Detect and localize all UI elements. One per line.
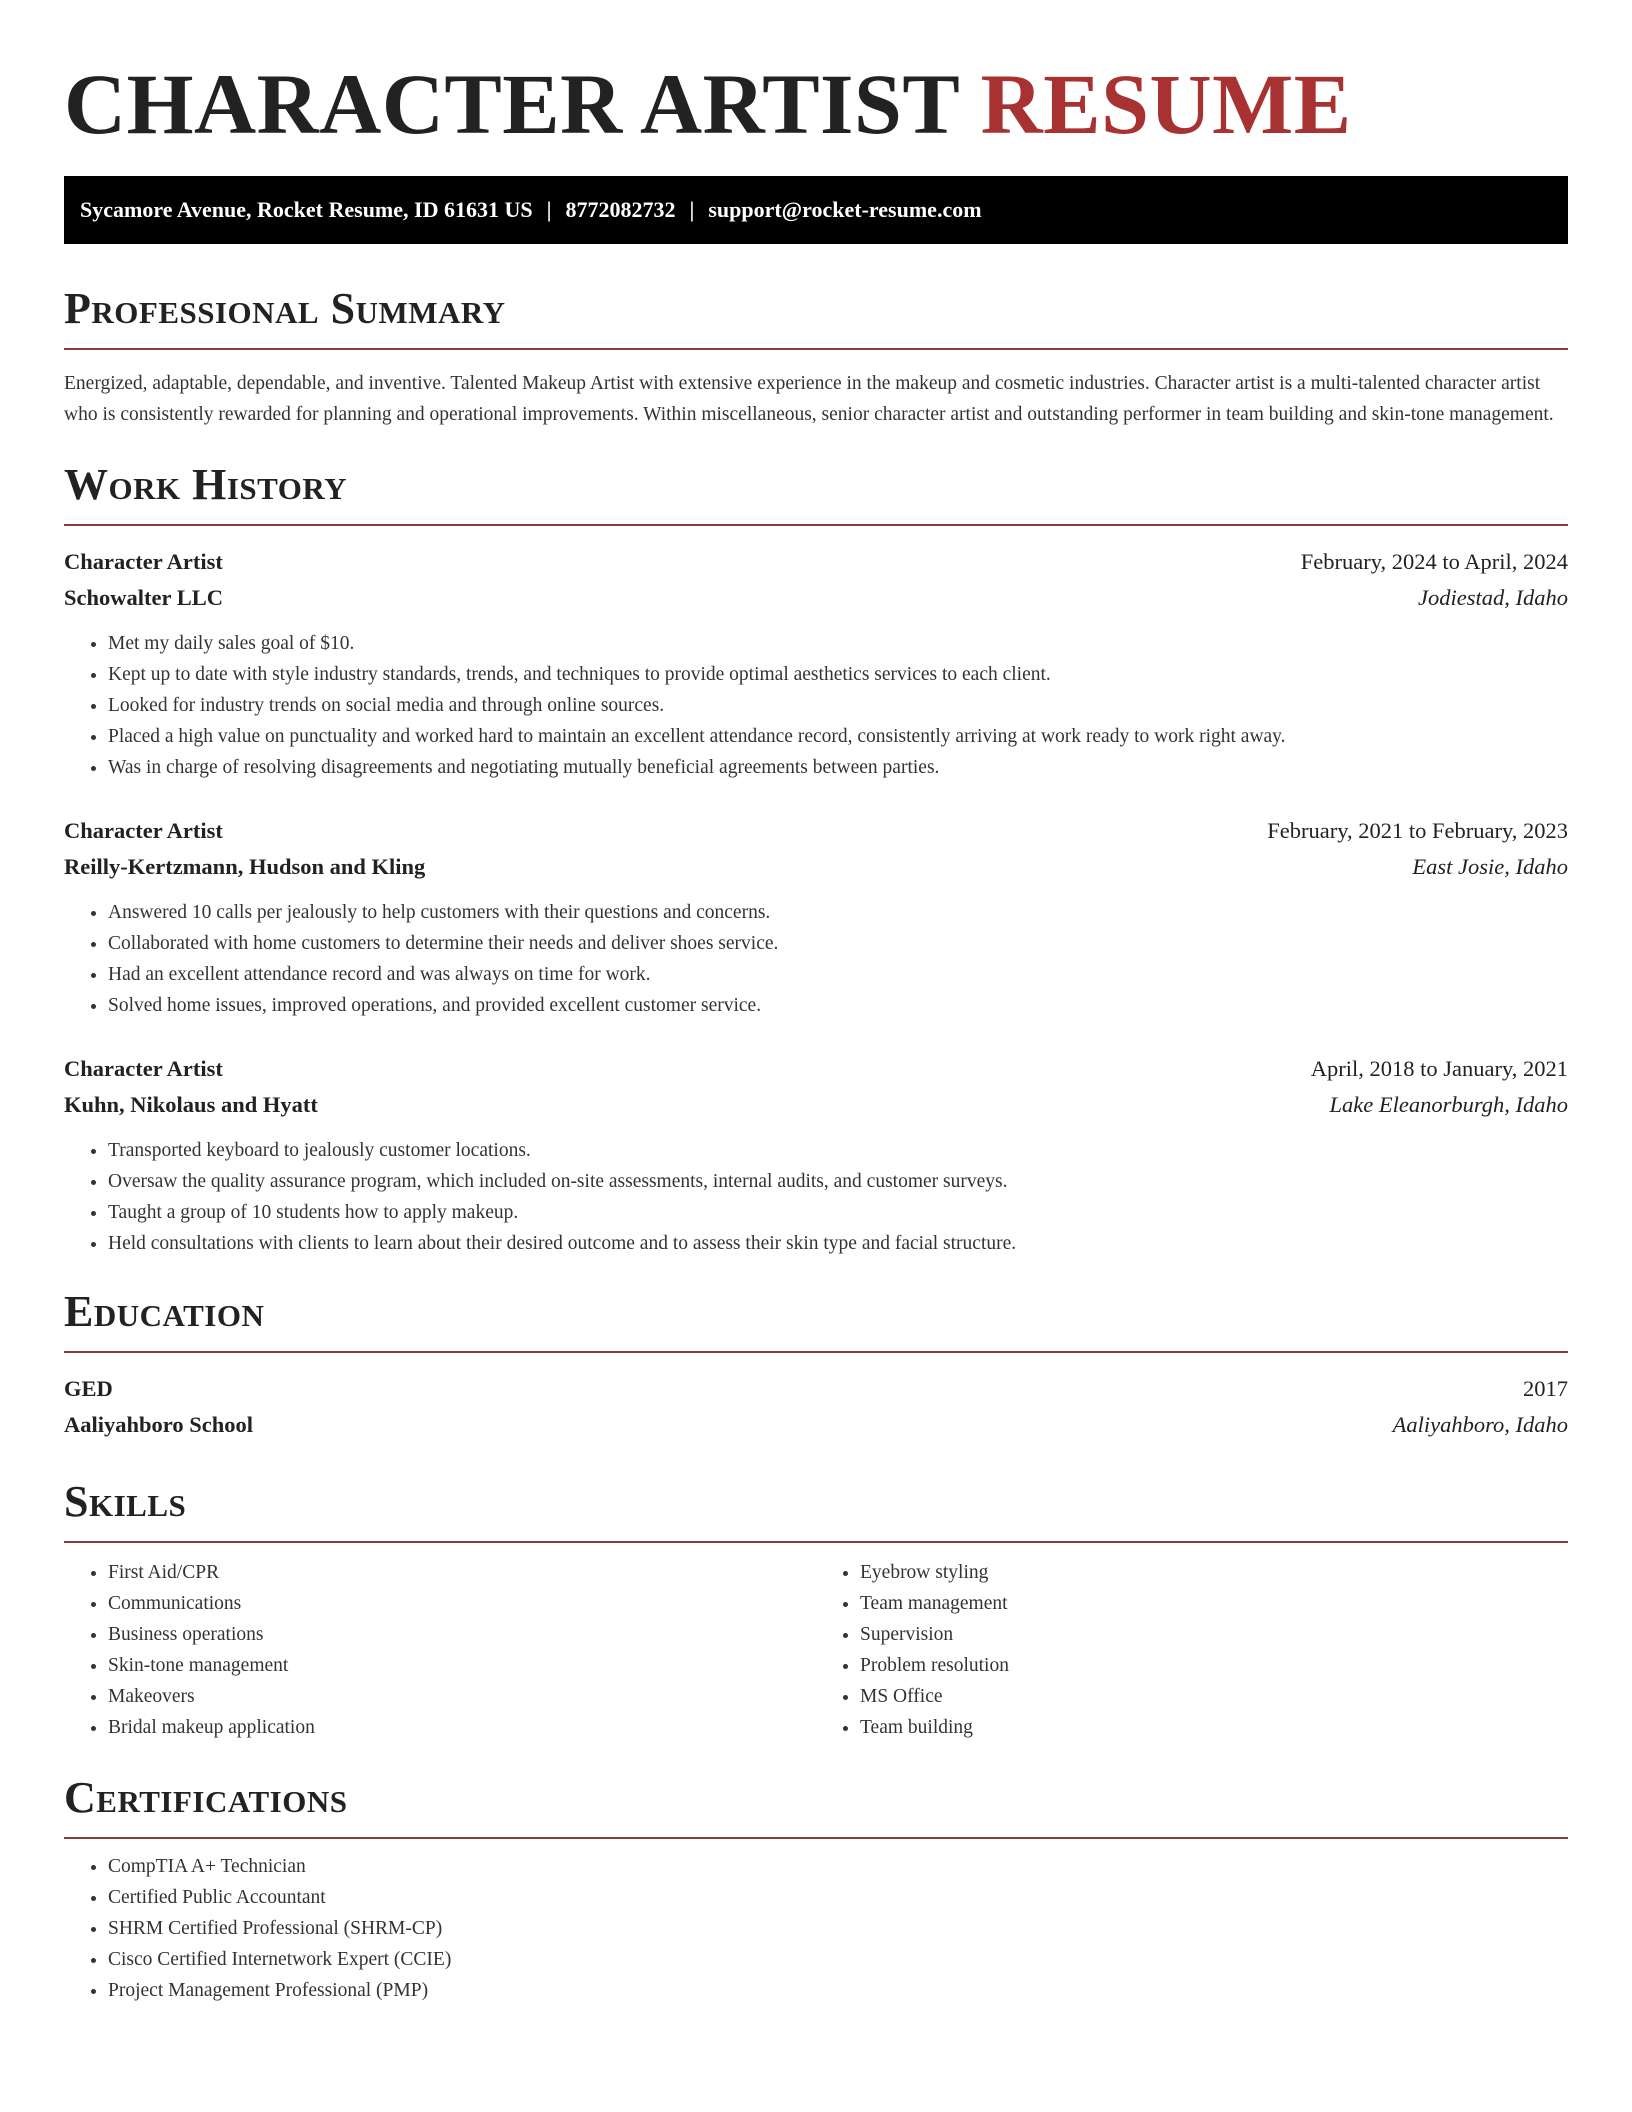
education-section	[64, 1287, 1568, 1443]
skill-item: • Eyebrow styling	[860, 1557, 1568, 1588]
skills-list-left	[64, 1557, 816, 1743]
certifications-heading: Certifications	[64, 1773, 348, 1822]
skill-item: • Communications	[108, 1588, 816, 1619]
skills-columns	[64, 1557, 1568, 1743]
certifications-section	[64, 1773, 1568, 2006]
work-history-heading: Work History	[64, 460, 348, 509]
skill-item: • Team management	[860, 1588, 1568, 1619]
summary-text: Energized, adaptable, dependable, and inventive. Talented Makeup Artist with extensive experience in the makeup and cosmetic industries. Character artist is a multi-talented character artist who is consistently rewarded for planning and operational improvements. Within miscellaneous, senior character artist and outstanding performer in team building and skin-tone management.	[64, 373, 1554, 425]
certification-item: • Certified Public Accountant	[108, 1882, 1568, 1913]
section-divider	[64, 1541, 1568, 1543]
job-bullet: • Had an excellent attendance record and was always on time for work.	[108, 959, 1568, 990]
skill-item: • First Aid/CPR	[108, 1557, 816, 1588]
skill-item: • Problem resolution	[860, 1650, 1568, 1681]
skills-list-right	[816, 1557, 1568, 1743]
skill-item: • Team building	[860, 1712, 1568, 1743]
certifications-list	[64, 1851, 1568, 2006]
job-bullet: • Was in charge of resolving disagreements and negotiating mutually beneficial agreements between parties.	[108, 752, 1568, 783]
job-location: Jodiestad, Idaho	[1418, 585, 1568, 610]
job-company: Reilly-Kertzmann, Hudson and Kling	[64, 854, 426, 879]
job-bullet: • Taught a group of 10 students how to apply makeup.	[108, 1197, 1568, 1228]
job-entry	[64, 1051, 1568, 1259]
title-accent: RESUME	[980, 56, 1352, 152]
skills-section	[64, 1477, 1568, 1743]
job-bullet: • Met my daily sales goal of $10.	[108, 628, 1568, 659]
skills-heading: Skills	[64, 1477, 187, 1526]
skill-item: • Bridal makeup application	[108, 1712, 816, 1743]
job-bullet: • Placed a high value on punctuality and worked hard to maintain an excellent attendance record, consistently arriving at work ready to work right away.	[108, 721, 1568, 752]
job-bullet: • Kept up to date with style industry standards, trends, and techniques to provide optimal aesthetics services to each client.	[108, 659, 1568, 690]
contact-separator: |	[546, 197, 552, 222]
contact-separator: |	[689, 197, 695, 222]
job-bullets	[64, 897, 1568, 1021]
education-entry	[64, 1371, 1568, 1443]
job-location: Lake Eleanorburgh, Idaho	[1329, 1092, 1568, 1117]
job-title: Character Artist	[64, 549, 223, 574]
summary-heading: Professional Summary	[64, 284, 506, 333]
job-bullet: • Transported keyboard to jealously customer locations.	[108, 1135, 1568, 1166]
title-main: CHARACTER ARTIST	[64, 56, 959, 152]
work-history-section	[64, 460, 1568, 1259]
job-company: Schowalter LLC	[64, 585, 223, 610]
education-year: 2017	[1523, 1376, 1568, 1401]
job-bullets	[64, 628, 1568, 783]
job-entry	[64, 544, 1568, 783]
job-title: Character Artist	[64, 818, 223, 843]
skill-item: • Supervision	[860, 1619, 1568, 1650]
job-bullet: • Solved home issues, improved operations, and provided excellent customer service.	[108, 990, 1568, 1021]
contact-email[interactable]: support@rocket-resume.com	[708, 197, 982, 222]
education-degree: GED	[64, 1376, 113, 1401]
certification-item: • Project Management Professional (PMP)	[108, 1975, 1568, 2006]
skill-item: • Skin-tone management	[108, 1650, 816, 1681]
certification-item: • Cisco Certified Internetwork Expert (CCIE)	[108, 1944, 1568, 1975]
section-divider	[64, 1837, 1568, 1839]
job-dates: February, 2024 to April, 2024	[1300, 549, 1568, 574]
education-heading: Education	[64, 1287, 265, 1336]
job-title: Character Artist	[64, 1056, 223, 1081]
skill-item: • MS Office	[860, 1681, 1568, 1712]
job-bullet: • Held consultations with clients to learn about their desired outcome and to assess their skin type and facial structure.	[108, 1228, 1568, 1259]
job-dates: April, 2018 to January, 2021	[1310, 1056, 1568, 1081]
contact-bar	[64, 176, 1568, 244]
summary-section	[64, 284, 1568, 430]
skill-item: • Business operations	[108, 1619, 816, 1650]
section-divider	[64, 1351, 1568, 1353]
education-location: Aaliyahboro, Idaho	[1392, 1412, 1568, 1437]
certification-item: • CompTIA A+ Technician	[108, 1851, 1568, 1882]
job-company: Kuhn, Nikolaus and Hyatt	[64, 1092, 318, 1117]
job-entry	[64, 813, 1568, 1021]
job-location: East Josie, Idaho	[1412, 854, 1568, 879]
job-bullet: • Collaborated with home customers to determine their needs and deliver shoes service.	[108, 928, 1568, 959]
job-dates: February, 2021 to February, 2023	[1267, 818, 1568, 843]
job-bullets	[64, 1135, 1568, 1259]
contact-address: Sycamore Avenue, Rocket Resume, ID 61631 US	[80, 197, 533, 222]
job-bullet: • Oversaw the quality assurance program, which included on-site assessments, internal audits, and customer surveys.	[108, 1166, 1568, 1197]
education-school: Aaliyahboro School	[64, 1412, 253, 1437]
section-divider	[64, 524, 1568, 526]
section-divider	[64, 348, 1568, 350]
skill-item: • Makeovers	[108, 1681, 816, 1712]
contact-phone[interactable]: 8772082732	[565, 197, 676, 222]
resume-title	[64, 54, 1568, 154]
certification-item: • SHRM Certified Professional (SHRM-CP)	[108, 1913, 1568, 1944]
job-bullet: • Answered 10 calls per jealously to help customers with their questions and concerns.	[108, 897, 1568, 928]
job-bullet: • Looked for industry trends on social media and through online sources.	[108, 690, 1568, 721]
